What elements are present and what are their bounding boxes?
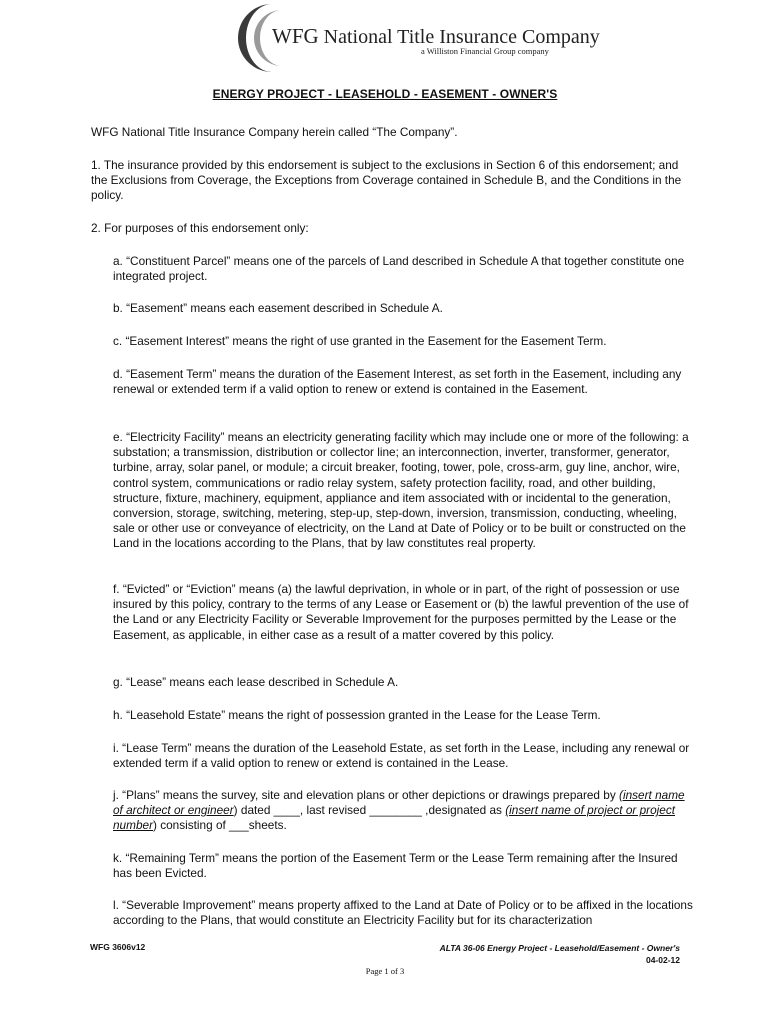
definition-e: e. “Electricity Facility” means an electricity generating facility which may include one or more of the following: a substation; a transmission, distribution or collector line; an interconnection, inverter, transformer, generator, turbine, array, solar panel, or module; a circuit breaker, footing, tower, pole, cross-arm, guy line, anchor, wire, control system, communications or radio relay system, safety protection facility, road, and other building, structure, fixture, machinery, equipment, appliance and item associated with or incidental to the generation, conversion, storage, switching, metering, step-up, step-down, inversion, transmission, conducting, wheeling, sale or other use or conveyance of electricity, on the Land at Date of Policy or to be built or constructed on the Land in the locations according to the Plans, that by law constitutes real property. [113, 430, 689, 551]
footer-alta-reference [440, 942, 680, 966]
document-title: ENERGY PROJECT - LEASEHOLD - EASEMENT - OWNER'S [212, 87, 558, 101]
definition-l: l. “Severable Improvement” means property affixed to the Land at Date of Policy or to be affixed in the locations according to the Plans, that would constitute an Electricity Facility but for its characterization [113, 898, 693, 928]
definition-f: f. “Evicted” or “Eviction” means (a) the lawful deprivation, in whole or in part, of the right of possession or use insured by this policy, contrary to the terms of any Lease or Easement or (b) the lawful prevention of the use of the Land or any Electricity Facility or Severable Improvement for the purposes permitted by the Lease or the Easement, as applicable, in either case as a result of a matter covered by this policy. [113, 582, 689, 642]
logo-company-name: WFG National Title Insurance Company [272, 24, 600, 48]
definition-k: k. “Remaining Term” means the portion of the Easement Term or the Lease Term remaining after the Insured has been Evicted. [113, 851, 678, 881]
definition-g: g. “Lease” means each lease described in Schedule A. [113, 675, 399, 689]
footer-alta-title: ALTA 36-06 Energy Project - Leasehold/Easement - Owner's [439, 943, 680, 953]
page-number: Page 1 of 3 [365, 966, 405, 976]
definition-j: j. “Plans” means the survey, site and elevation plans or other depictions or drawings prepared by (insert name of architect or engineer) dated ____, last revised ________ ,designated as (insert name of project or project number) consisting of ___sheets. [113, 788, 685, 833]
logo-tagline: a Williston Financial Group company [421, 46, 549, 56]
architect-name-blank[interactable]: (insert name of architect or engineer [113, 788, 685, 818]
project-name-blank[interactable]: (insert name of project or project number [113, 803, 676, 833]
paragraph-2: 2. For purposes of this endorsement only: [91, 221, 309, 235]
paragraph-1: 1. The insurance provided by this endorsement is subject to the exclusions in Section 6 of this endorsement; and the Exclusions from Coverage, the Exceptions from Coverage contained in Schedule B, and the Conditions in the policy. [91, 158, 682, 203]
footer-date: 04-02-12 [645, 955, 680, 965]
definition-i: i. “Lease Term” means the duration of the Leasehold Estate, as set forth in the Lease, including any renewal or extended term if a valid option to renew or extend is contained in the Lease. [113, 741, 690, 771]
definition-b: b. “Easement” means each easement described in Schedule A. [113, 301, 443, 315]
definition-c: c. “Easement Interest” means the right of use granted in the Easement for the Easement Term. [113, 334, 607, 348]
intro-paragraph: WFG National Title Insurance Company herein called “The Company”. [91, 125, 458, 139]
company-logo [232, 2, 600, 74]
footer-form-number: WFG 3606v12 [90, 942, 146, 952]
definition-d: d. “Easement Term” means the duration of the Easement Interest, as set forth in the Easement, including any renewal or extended term if a valid option to renew or extend is contained in the Easement. [113, 367, 682, 397]
definition-h: h. “Leasehold Estate” means the right of possession granted in the Lease for the Lease Term. [113, 708, 601, 722]
definition-a: a. “Constituent Parcel” means one of the parcels of Land described in Schedule A that together constitute one integrated project. [113, 254, 685, 284]
